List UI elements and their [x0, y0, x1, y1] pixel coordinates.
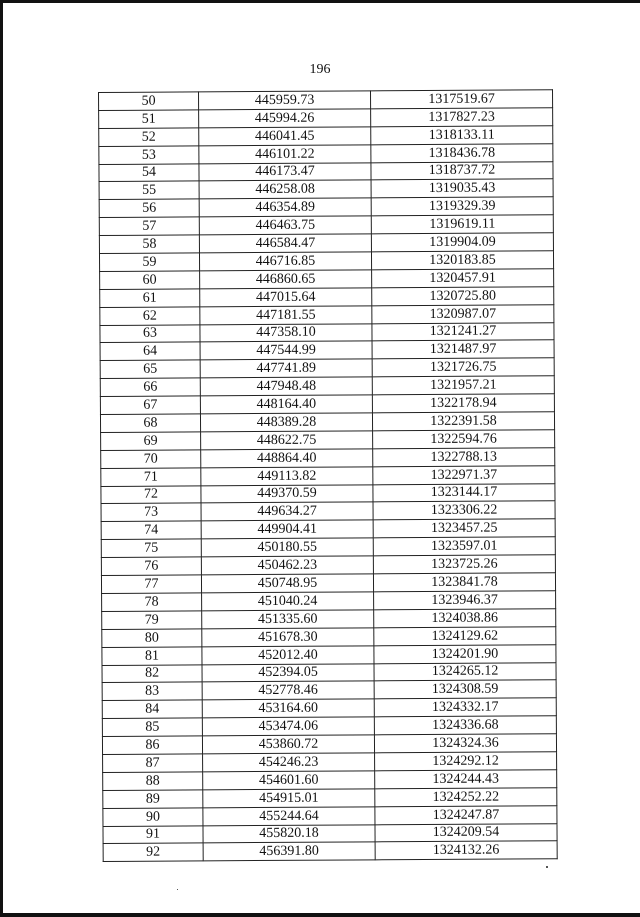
point-number-cell: 90	[103, 807, 203, 826]
y-coordinate-cell: 1318436.78	[371, 143, 553, 162]
y-coordinate-cell: 1321487.97	[372, 340, 554, 359]
point-number-cell: 72	[101, 485, 201, 504]
x-coordinate-cell: 445959.73	[199, 91, 371, 110]
point-number-cell: 62	[100, 307, 200, 326]
point-number-cell: 71	[101, 468, 201, 487]
table-row	[101, 465, 555, 486]
table-row	[103, 770, 557, 791]
scan-border-top	[0, 0, 640, 3]
y-coordinate-cell: 1324252.22	[375, 787, 557, 806]
table-row	[101, 555, 555, 576]
point-number-cell: 76	[101, 557, 201, 576]
scan-speck	[546, 866, 548, 868]
x-coordinate-cell: 452012.40	[202, 645, 374, 664]
y-coordinate-cell: 1324324.36	[374, 734, 556, 753]
x-coordinate-cell: 448864.40	[201, 449, 373, 468]
table-row	[101, 483, 555, 504]
x-coordinate-cell: 454246.23	[203, 753, 375, 772]
coordinate-table-container	[98, 89, 557, 862]
table-row	[99, 233, 553, 254]
y-coordinate-cell: 1324132.26	[375, 841, 557, 860]
table-row	[99, 90, 553, 111]
x-coordinate-cell: 452394.05	[202, 663, 374, 682]
x-coordinate-cell: 446584.47	[199, 234, 371, 253]
y-coordinate-cell: 1324292.12	[375, 752, 557, 771]
y-coordinate-cell: 1324209.54	[375, 823, 557, 842]
point-number-cell: 52	[99, 128, 199, 147]
point-number-cell: 85	[102, 718, 202, 737]
x-coordinate-cell: 446860.65	[200, 270, 372, 289]
table-row	[101, 448, 555, 469]
y-coordinate-cell: 1320457.91	[372, 269, 554, 288]
point-number-cell: 78	[102, 593, 202, 612]
point-number-cell: 75	[101, 539, 201, 558]
x-coordinate-cell: 448622.75	[201, 431, 373, 450]
point-number-cell: 54	[99, 163, 199, 182]
y-coordinate-cell: 1323725.26	[373, 555, 555, 574]
table-row	[102, 662, 556, 683]
table-row	[100, 340, 554, 361]
table-row	[103, 787, 557, 808]
y-coordinate-cell: 1322391.58	[372, 412, 554, 431]
table-row	[99, 108, 553, 129]
table-row	[102, 680, 556, 701]
y-coordinate-cell: 1324308.59	[374, 680, 556, 699]
x-coordinate-cell: 446101.22	[199, 145, 371, 164]
x-coordinate-cell: 448164.40	[200, 395, 372, 414]
point-number-cell: 84	[102, 700, 202, 719]
y-coordinate-cell: 1324129.62	[374, 626, 556, 645]
y-coordinate-cell: 1320987.07	[372, 304, 554, 323]
y-coordinate-cell: 1324247.87	[375, 805, 557, 824]
y-coordinate-cell: 1317519.67	[370, 90, 552, 109]
table-row	[99, 197, 553, 218]
x-coordinate-cell: 455244.64	[203, 806, 375, 825]
y-coordinate-cell: 1321726.75	[372, 358, 554, 377]
x-coordinate-cell: 446463.75	[199, 216, 371, 235]
y-coordinate-cell: 1324201.90	[374, 644, 556, 663]
point-number-cell: 58	[99, 235, 199, 254]
x-coordinate-cell: 449113.82	[201, 467, 373, 486]
table-row	[103, 841, 557, 862]
point-number-cell: 66	[100, 378, 200, 397]
point-number-cell: 77	[101, 575, 201, 594]
x-coordinate-cell: 446354.89	[199, 198, 371, 217]
x-coordinate-cell: 453860.72	[202, 735, 374, 754]
y-coordinate-cell: 1323457.25	[373, 519, 555, 538]
x-coordinate-cell: 450748.95	[201, 574, 373, 593]
y-coordinate-cell: 1322971.37	[373, 465, 555, 484]
x-coordinate-cell: 447015.64	[200, 288, 372, 307]
y-coordinate-cell: 1323144.17	[373, 483, 555, 502]
y-coordinate-cell: 1320725.80	[372, 287, 554, 306]
x-coordinate-cell: 453164.60	[202, 699, 374, 718]
x-coordinate-cell: 451040.24	[202, 592, 374, 611]
point-number-cell: 80	[102, 629, 202, 648]
y-coordinate-cell: 1318133.11	[371, 126, 553, 145]
point-number-cell: 50	[99, 92, 199, 111]
x-coordinate-cell: 449370.59	[201, 484, 373, 503]
point-number-cell: 67	[100, 396, 200, 415]
table-row	[100, 412, 554, 433]
point-number-cell: 64	[100, 342, 200, 361]
point-number-cell: 70	[101, 450, 201, 469]
y-coordinate-cell: 1323306.22	[373, 501, 555, 520]
point-number-cell: 60	[100, 271, 200, 290]
y-coordinate-cell: 1324336.68	[374, 716, 556, 735]
table-row	[99, 126, 553, 147]
table-row	[99, 179, 553, 200]
table-row	[99, 161, 553, 182]
table-row	[100, 304, 554, 325]
x-coordinate-cell: 446258.08	[199, 180, 371, 199]
x-coordinate-cell: 447358.10	[200, 323, 372, 342]
table-row	[101, 430, 555, 451]
point-number-cell: 51	[99, 110, 199, 129]
point-number-cell: 63	[100, 324, 200, 343]
point-number-cell: 59	[99, 253, 199, 272]
x-coordinate-cell: 449634.27	[201, 502, 373, 521]
table-row	[102, 591, 556, 612]
table-row	[102, 698, 556, 719]
table-row	[100, 322, 554, 343]
table-row	[101, 537, 555, 558]
x-coordinate-cell: 453474.06	[202, 717, 374, 736]
point-number-cell: 53	[99, 146, 199, 165]
coordinate-table-body	[99, 90, 558, 862]
point-number-cell: 57	[99, 217, 199, 236]
point-number-cell: 74	[101, 521, 201, 540]
x-coordinate-cell: 455820.18	[203, 824, 375, 843]
point-number-cell: 92	[103, 843, 203, 862]
x-coordinate-cell: 450462.23	[201, 556, 373, 575]
point-number-cell: 87	[103, 754, 203, 773]
y-coordinate-cell: 1324244.43	[375, 770, 557, 789]
table-row	[100, 269, 554, 290]
x-coordinate-cell: 456391.80	[203, 842, 375, 861]
x-coordinate-cell: 448389.28	[200, 413, 372, 432]
x-coordinate-cell: 447948.48	[200, 377, 372, 396]
y-coordinate-cell: 1324265.12	[374, 662, 556, 681]
table-row	[99, 143, 553, 164]
table-row	[102, 644, 556, 665]
table-row	[102, 716, 556, 737]
y-coordinate-cell: 1322788.13	[373, 448, 555, 467]
table-row	[102, 609, 556, 630]
page-number: 196	[309, 62, 331, 77]
table-row	[103, 752, 557, 773]
y-coordinate-cell: 1322594.76	[373, 430, 555, 449]
x-coordinate-cell: 449904.41	[201, 520, 373, 539]
y-coordinate-cell: 1322178.94	[372, 394, 554, 413]
x-coordinate-cell: 446041.45	[199, 127, 371, 146]
scan-speck	[177, 889, 178, 890]
scan-border-bottom	[0, 913, 640, 917]
y-coordinate-cell: 1323597.01	[373, 537, 555, 556]
table-row	[100, 287, 554, 308]
x-coordinate-cell: 454601.60	[203, 771, 375, 790]
x-coordinate-cell: 451678.30	[202, 628, 374, 647]
table-row	[100, 394, 554, 415]
y-coordinate-cell: 1319035.43	[371, 179, 553, 198]
y-coordinate-cell: 1318737.72	[371, 161, 553, 180]
table-row	[103, 823, 557, 844]
point-number-cell: 86	[102, 736, 202, 755]
point-number-cell: 91	[103, 825, 203, 844]
point-number-cell: 61	[100, 289, 200, 308]
table-row	[103, 805, 557, 826]
x-coordinate-cell: 447544.99	[200, 341, 372, 360]
point-number-cell: 89	[103, 790, 203, 809]
table-row	[99, 215, 553, 236]
y-coordinate-cell: 1317827.23	[371, 108, 553, 127]
y-coordinate-cell: 1324332.17	[374, 698, 556, 717]
y-coordinate-cell: 1323946.37	[374, 591, 556, 610]
x-coordinate-cell: 447741.89	[200, 359, 372, 378]
point-number-cell: 83	[102, 682, 202, 701]
y-coordinate-cell: 1319904.09	[371, 233, 553, 252]
point-number-cell: 69	[101, 432, 201, 451]
table-row	[100, 376, 554, 397]
y-coordinate-cell: 1321957.21	[372, 376, 554, 395]
y-coordinate-cell: 1319619.11	[371, 215, 553, 234]
x-coordinate-cell: 446716.85	[199, 252, 371, 271]
coordinate-table	[98, 89, 558, 862]
table-row	[100, 358, 554, 379]
y-coordinate-cell: 1324038.86	[374, 609, 556, 628]
point-number-cell: 68	[100, 414, 200, 433]
point-number-cell: 79	[102, 611, 202, 630]
table-row	[101, 519, 555, 540]
point-number-cell: 82	[102, 664, 202, 683]
table-row	[102, 734, 556, 755]
point-number-cell: 88	[103, 772, 203, 791]
table-row	[101, 501, 555, 522]
point-number-cell: 56	[99, 199, 199, 218]
x-coordinate-cell: 452778.46	[202, 681, 374, 700]
x-coordinate-cell: 451335.60	[202, 610, 374, 629]
scan-border-left	[0, 0, 3, 917]
x-coordinate-cell: 445994.26	[199, 109, 371, 128]
point-number-cell: 55	[99, 181, 199, 200]
y-coordinate-cell: 1319329.39	[371, 197, 553, 216]
point-number-cell: 65	[100, 360, 200, 379]
point-number-cell: 81	[102, 646, 202, 665]
y-coordinate-cell: 1320183.85	[371, 251, 553, 270]
y-coordinate-cell: 1323841.78	[373, 573, 555, 592]
point-number-cell: 73	[101, 503, 201, 522]
x-coordinate-cell: 450180.55	[201, 538, 373, 557]
y-coordinate-cell: 1321241.27	[372, 322, 554, 341]
table-row	[102, 626, 556, 647]
x-coordinate-cell: 446173.47	[199, 162, 371, 181]
x-coordinate-cell: 454915.01	[203, 789, 375, 808]
table-row	[99, 251, 553, 272]
table-row	[101, 573, 555, 594]
x-coordinate-cell: 447181.55	[200, 306, 372, 325]
